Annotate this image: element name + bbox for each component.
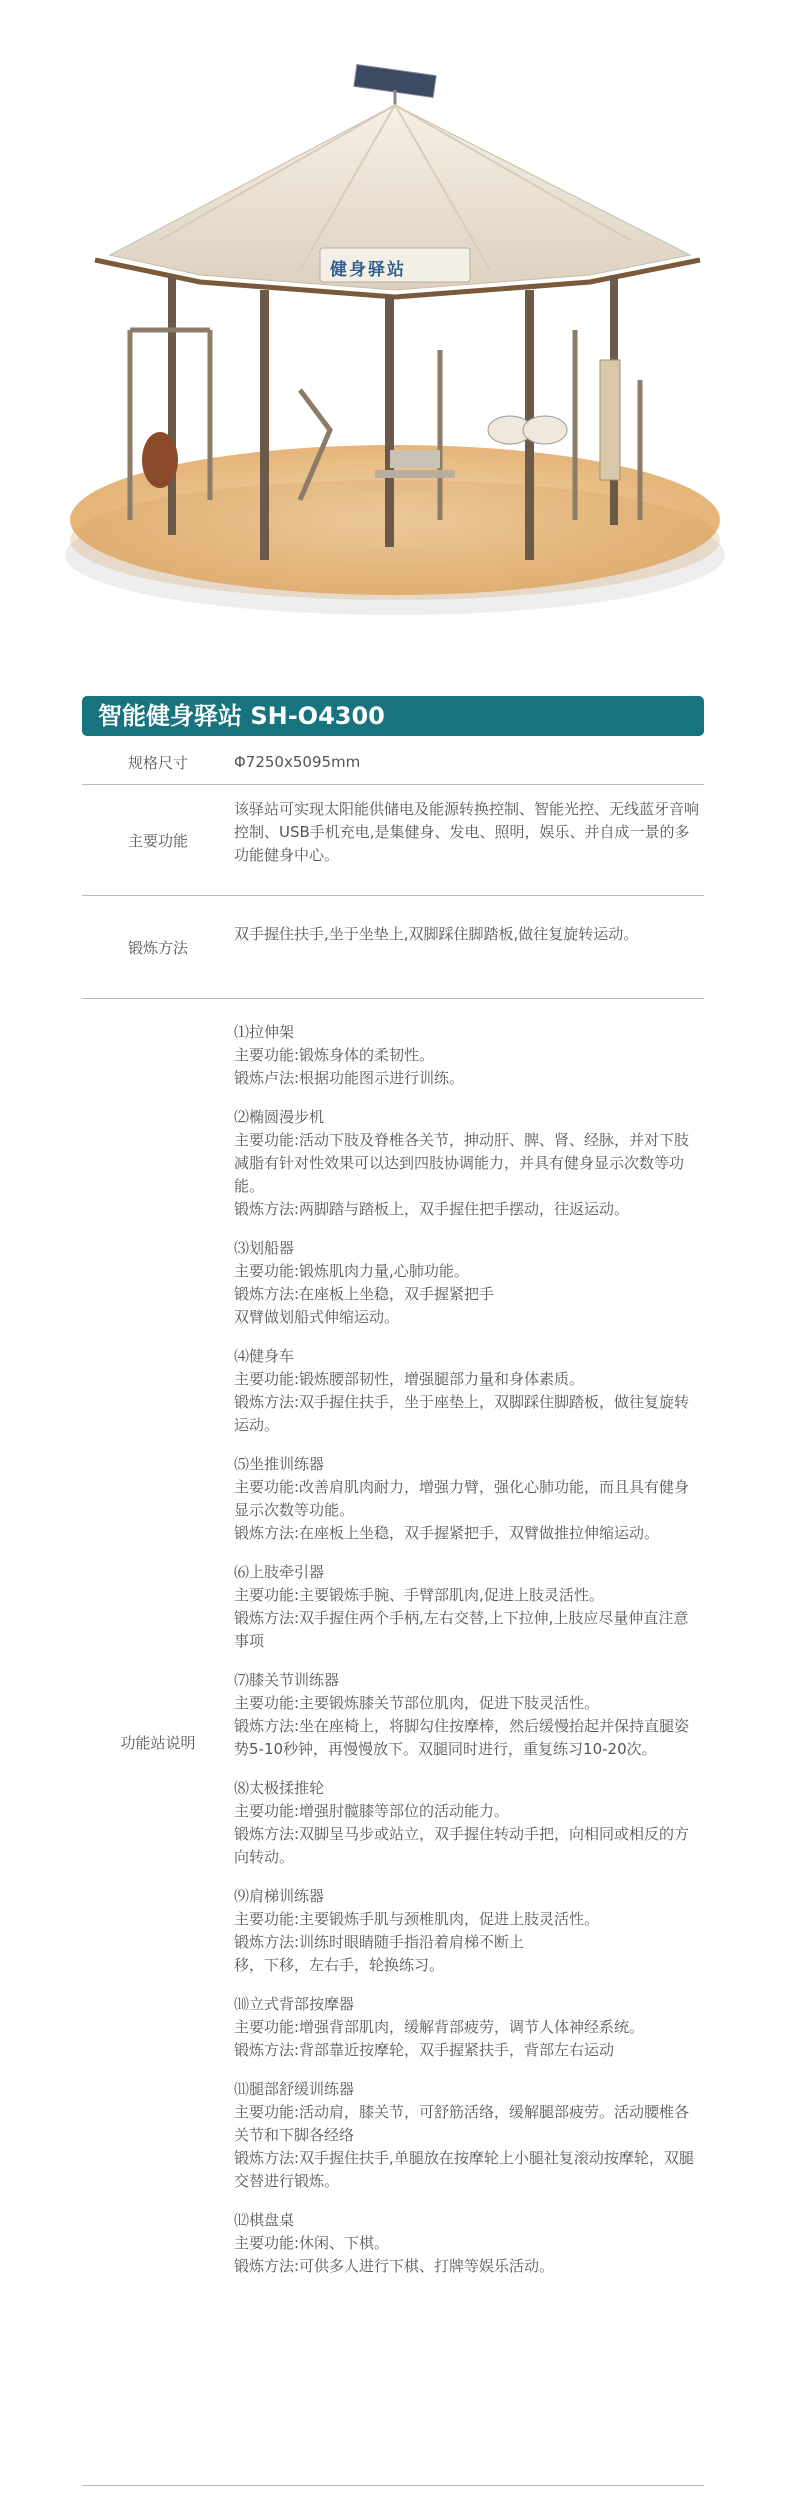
product-title: 智能健身驿站 SH-O4300 (82, 696, 704, 736)
method-value: 双手握住扶手,坐于坐垫上,双脚踩住脚踏板,做往复旋转运动。 (234, 925, 639, 943)
brand-sign: 健身驿站 (330, 260, 406, 280)
table-row-stations (82, 999, 704, 2486)
station-title: ⑺膝关节训练器 (234, 1671, 340, 1689)
station-line: 锻炼方法:坐在座椅上，将脚勾住按摩棒，然后缓慢抬起并保持直腿姿势5-10秒钟，再慢慢放下。双腿同时进行，重复练习10-20次。 (234, 1717, 690, 1758)
list-item (234, 2209, 700, 2278)
station-title: ⑼肩梯训练器 (234, 1887, 325, 1905)
station-line: 主要功能:活动下肢及脊椎各关节，抻动肝、脾、肾、经脉，并对下肢减脂有针对性效果可以达到四肢协调能力，并具有健身显示次数等功能。 (234, 1131, 690, 1195)
station-title: ⑻太极揉推轮 (234, 1779, 325, 1797)
station-line: 双臂做划船式伸缩运动。 (234, 1308, 400, 1326)
station-line: 移，下移，左右手，轮换练习。 (234, 1956, 445, 1974)
solar-panel-icon (354, 65, 436, 110)
list-item (234, 2078, 700, 2193)
size-value: Φ7250x5095mm (234, 753, 361, 771)
list-item (234, 1885, 700, 1977)
station-line: 主要功能:锻炼肌肉力量,心肺功能。 (234, 1262, 469, 1280)
list-item (234, 1345, 700, 1437)
product-image (0, 0, 790, 660)
spec-table (82, 740, 704, 2486)
station-title: ⑸坐推训练器 (234, 1455, 325, 1473)
size-label: 规格尺寸 (127, 753, 188, 772)
station-line: 主要功能:活动肩，膝关节，可舒筋活络，缓解腿部疲劳。活动腰椎各关节和下脚各经络 (234, 2103, 690, 2144)
station-title: ⑵椭圆漫步机 (234, 1108, 325, 1126)
station-title: ⑹上肢牵引器 (234, 1563, 325, 1581)
list-item (234, 1993, 700, 2062)
station-line: 主要功能:锻炼腰部韧性，增强腿部力量和身体素质。 (234, 1370, 585, 1388)
station-line: 锻炼方法:背部靠近按摩轮，双手握紧扶手，背部左右运动 (234, 2041, 615, 2059)
list-item (234, 1777, 700, 1869)
station-line: 锻炼方法:两脚踏与踏板上，双手握住把手摆动，往返运动。 (234, 1200, 630, 1218)
station-line: 锻炼方法:在座板上坐稳，双手握紧把手，双臂做推拉伸缩运动。 (234, 1524, 660, 1542)
station-line: 锻炼卢法:根据功能图示进行训练。 (234, 1069, 465, 1087)
station-line: 主要功能:休闲、下棋。 (234, 2234, 390, 2252)
function-label: 主要功能 (127, 831, 188, 850)
station-title: ⑷健身车 (234, 1347, 295, 1365)
station-line: 锻炼方法:双脚呈马步或站立，双手握住转动手把，向相同或相反的方向转动。 (234, 1825, 690, 1866)
stations-list (234, 999, 704, 2485)
table-row-size (82, 740, 704, 785)
station-line: 主要功能:增强肘髋膝等部位的活动能力。 (234, 1802, 510, 1820)
station-line: 锻炼方法:可供多人进行下棋、打牌等娱乐活动。 (234, 2257, 555, 2275)
station-line: 主要功能:主要锻炼膝关节部位肌肉，促进下肢灵活性。 (234, 1694, 600, 1712)
station-line: 锻炼方法:双手握住两个手柄,左右交替,上下拉伸,上肢应尽量伸直注意事项 (234, 1609, 689, 1650)
list-item (234, 1021, 700, 1090)
list-item (234, 1237, 700, 1329)
stations-label: 功能站说明 (120, 1733, 196, 1752)
station-title: ⑿棋盘桌 (234, 2211, 295, 2229)
list-item (234, 1561, 700, 1653)
station-title: ⑴拉伸架 (234, 1023, 295, 1041)
method-label: 锻炼方法 (127, 938, 188, 957)
station-line: 主要功能:改善肩肌肉耐力，增强力臂，强化心肺功能，而且具有健身显示次数等功能。 (234, 1478, 690, 1519)
station-title: ⑽立式背部按摩器 (234, 1995, 355, 2013)
station-line: 锻炼方法:双手握住扶手,单腿放在按摩轮上小腿社复滚动按摩轮，双腿交替进行锻炼。 (234, 2149, 694, 2190)
station-line: 锻炼方法:双手握住扶手，坐于座垫上，双脚踩住脚踏板，做往复旋转运动。 (234, 1393, 690, 1434)
station-line: 主要功能:主要锻炼手肌与颈椎肌肉，促进上肢灵活性。 (234, 1910, 600, 1928)
station-title: ⑾腿部舒缓训练器 (234, 2080, 355, 2098)
station-line: 主要功能:增强背部肌肉，缓解背部疲劳，调节人体神经系统。 (234, 2018, 645, 2036)
table-row-method (82, 896, 704, 999)
station-line: 主要功能:锻炼身体的柔韧性。 (234, 1046, 435, 1064)
station-line: 锻炼方法:训练时眼睛随手指沿着肩梯不断上 (234, 1933, 525, 1951)
station-line: 锻炼方法:在座板上坐稳，双手握紧把手 (234, 1285, 495, 1303)
station-line: 主要功能:主要锻炼手腕、手臂部肌肉,促进上肢灵活性。 (234, 1586, 604, 1604)
station-title: ⑶划船器 (234, 1239, 295, 1257)
list-item (234, 1453, 700, 1545)
list-item (234, 1669, 700, 1761)
function-value: 该驿站可实现太阳能供储电及能源转换控制、智能光控、无线蓝牙音响控制、USB手机充电,是集健身、发电、照明，娱乐、并自成一景的多功能健身中心。 (234, 800, 700, 864)
list-item (234, 1106, 700, 1221)
table-row-function (82, 785, 704, 896)
